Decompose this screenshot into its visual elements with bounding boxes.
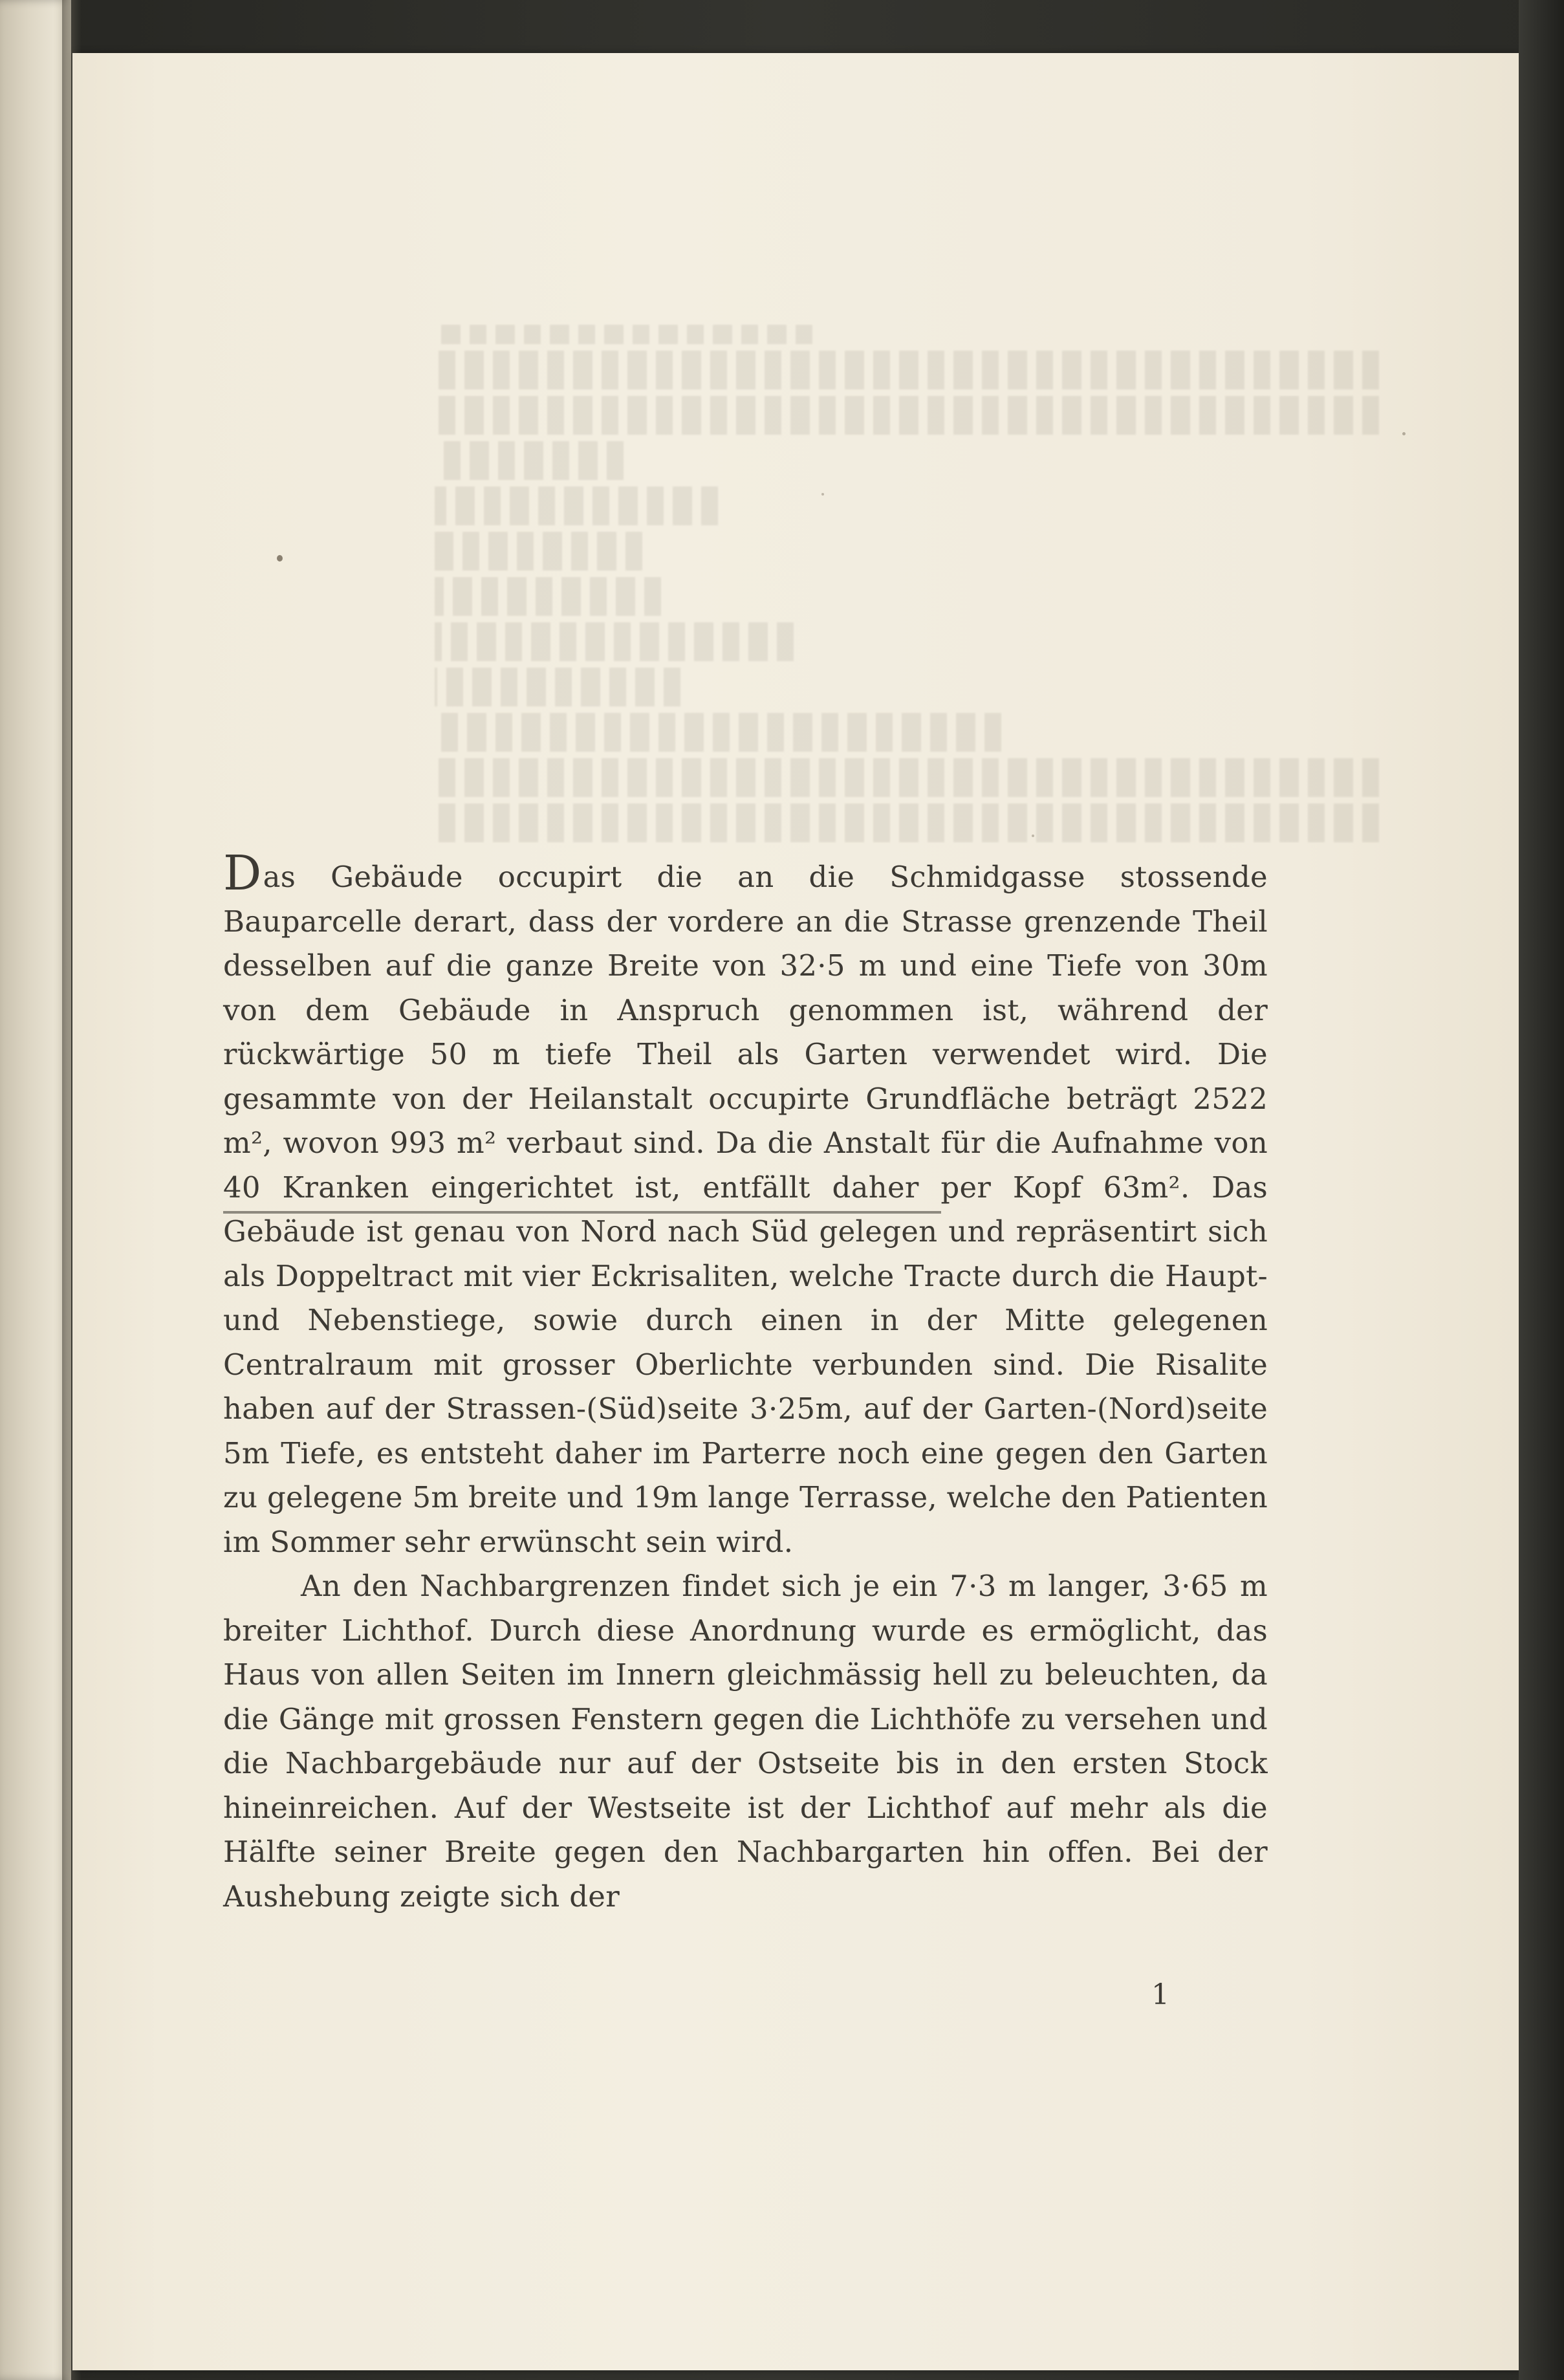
paragraph-1-text: as Gebäude occupirt die an die Schmidgasse stossende Bauparcelle derart, dass der vordere an die Strasse grenzende Theil desselben auf die ganze Breite von 32·5 m und eine Tiefe von 30m von dem Gebäude in Anspruch genommen ist, während der rückwärtige 50 m tiefe Theil als Garten verwendet wird. Die gesammte von der Heilanstalt occupirte Grundfläche beträgt 2522 m², wovon 993 m² verbaut sind. Da die Anstalt für die Aufnahme von 40 Kranken eingerichtet ist, entfällt daher per Kopf 63m². Das Gebäude ist genau von Nord nach Süd gelegen und repräsentirt sich als Doppeltract mit vier Eckrisaliten, welche Tracte durch die Haupt- und Nebenstiege, sowie durch einen in der Mitte gelegenen Centralraum mit grosser Oberlichte verbunden sind. Die Risalite haben auf der Strassen-(Süd)seite 3·25m, auf der Garten-(Nord)seite 5m Tiefe, es entsteht daher im Parterre noch eine gegen den Garten zu gelegene 5m breite und 19m lange Terrasse, welche den Patienten im Sommer sehr erwünscht sein wird.	[223, 860, 1268, 1559]
paper-speck	[1032, 835, 1034, 837]
paper-speck	[277, 555, 283, 562]
scan-background-edge	[1519, 0, 1564, 2380]
verso-show-through	[435, 325, 1379, 894]
paragraph-1	[223, 846, 1268, 1564]
paper-speck	[1402, 432, 1406, 435]
page-number: 1	[1151, 1978, 1169, 2011]
ink-strikethrough-mark	[223, 1211, 941, 1214]
paragraph-2: An den Nachbargrenzen findet sich je ein 7·3 m langer, 3·65 m breiter Lichthof. Durch diese Anordnung wurde es ermöglicht, das Haus von allen Seiten im Innern gleichmässig hell zu beleuchten, da die Gänge mit grossen Fenstern gegen die Lichthöfe zu versehen und die Nachbargebäude nur auf der Ostseite bis in den ersten Stock hineinreichen. Auf der Westseite ist der Lichthof auf mehr als die Hälfte seiner Breite gegen den Nachbargarten hin offen. Bei der Aushebung zeigte sich der	[223, 1569, 1268, 1914]
paper-speck	[821, 493, 824, 496]
body-text	[223, 846, 1268, 1919]
drop-cap: D	[223, 846, 262, 901]
previous-page-edge	[0, 0, 71, 2380]
